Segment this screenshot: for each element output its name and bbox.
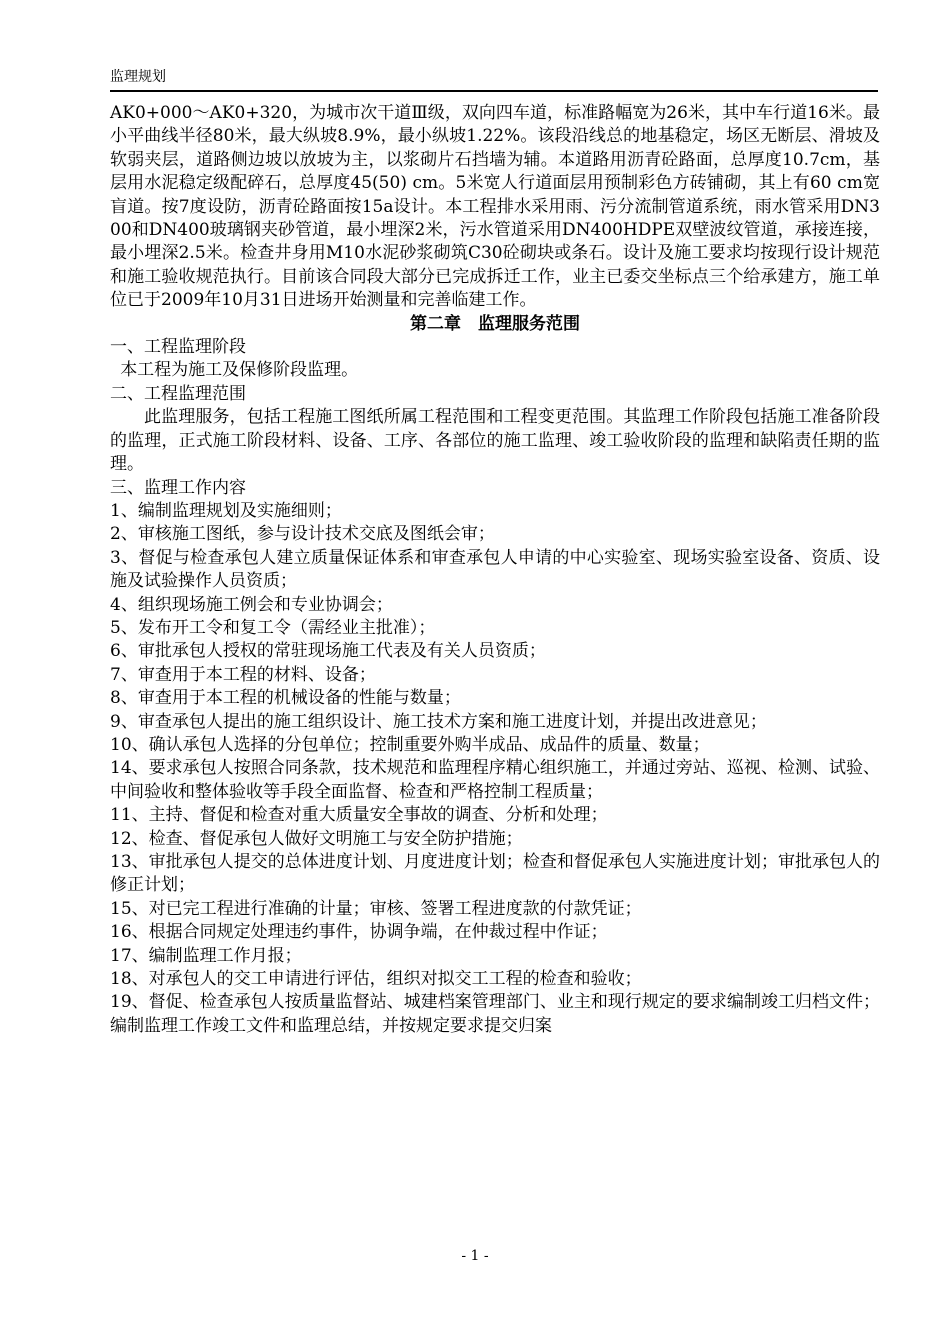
section-text-supervision-scope: 此监理服务，包括工程施工图纸所属工程范围和工程变更范围。其监理工作阶段包括施工准备阶段的监理，正式施工阶段材料、设备、工序、各部位的施工监理、竣工验收阶段的监理和缺陷责任期的监理。 — [110, 407, 880, 475]
list-item: 9、审查承包人提出的施工组织设计、施工技术方案和施工进度计划，并提出改进意见； — [110, 711, 767, 732]
page-number: - 1 - — [461, 1248, 489, 1264]
list-item: 4、组织现场施工例会和专业协调会； — [110, 594, 393, 615]
list-item: 14、要求承包人按照合同条款，技术规范和监理程序精心组织施工，并通过旁站、巡视、检测、试验、中间验收和整体验收等手段全面监督、检查和严格控制工程质量； — [110, 758, 880, 802]
list-item: 3、督促与检查承包人建立质量保证体系和审查承包人申请的中心实验室、现场实验室设备、资质、设施及试验操作人员资质； — [110, 547, 880, 592]
section-heading-supervision-stage: 一、工程监理阶段 — [110, 337, 246, 358]
list-item: 16、根据合同规定处理违约事件，协调争端，在仲裁过程中作证； — [110, 922, 608, 943]
list-item: 11、主持、督促和检查对重大质量安全事故的调查、分析和处理； — [110, 805, 608, 826]
section-text-supervision-stage: 本工程为施工及保修阶段监理。 — [120, 360, 359, 381]
document-body — [110, 102, 880, 1038]
list-item: 17、编制监理工作月报； — [110, 945, 302, 966]
list-item: 8、审查用于本工程的机械设备的性能与数量； — [110, 688, 461, 709]
page-header — [110, 66, 878, 92]
list-item: 1、编制监理规划及实施细则； — [110, 500, 342, 521]
project-overview-paragraph: AK0+000～AK0+320，为城市次干道Ⅲ级，双向四车道，标准路幅宽为26米，其中车行道16米。最小平曲线半径80米，最大纵坡8.9%，最小纵坡1.22%。该段沿线总的地基稳定，场区无断层、滑坡及软弱夹层，道路侧边坡以放坡为主，以浆砌片石挡墙为辅。本道路用沥青砼路面，总厚度10.7cm，基层用水泥稳定级配碎石，总厚度45(50) cm。5米宽人行道面层用预制彩色方砖铺砌，其上有60 cm宽盲道。按7度设防，沥青砼路面按15a设计。本工程排水采用雨、污分流制管道系统，雨水管采用DN300和DN400玻璃钢夹砂管道，最小埋深2米，污水管道采用DN400HDPE双壁波纹管道，承接连接，最小埋深2.5米。检查井身用M10水泥砂浆砌筑C30砼砌块或条石。设计及施工要求均按现行设计规范和施工验收规范执行。目前该合同段大部分已完成拆迁工作，业主已委交坐标点三个给承建方，施工单位已于2009年10月31日进场开始测量和完善临建工作。 — [110, 103, 880, 311]
section-heading-supervision-tasks: 三、监理工作内容 — [110, 477, 246, 498]
list-item: 6、审批承包人授权的常驻现场施工代表及有关人员资质； — [110, 641, 546, 662]
list-item: 7、审查用于本工程的材料、设备； — [110, 664, 376, 685]
list-item: 12、检查、督促承包人做好文明施工与安全防护措施； — [110, 828, 523, 849]
chapter-title: 第二章 监理服务范围 — [410, 313, 580, 334]
list-item: 5、发布开工令和复工令（需经业主批准）； — [110, 617, 436, 638]
list-item: 10、确认承包人选择的分包单位；控制重要外购半成品、成品件的质量、数量； — [110, 734, 710, 755]
list-item: 18、对承包人的交工申请进行评估，组织对拟交工工程的检查和验收； — [110, 969, 642, 990]
list-item: 15、对已完工程进行准确的计量；审核、签署工程进度款的付款凭证； — [110, 898, 642, 919]
list-item: 19、督促、检查承包人按质量监督站、城建档案管理部门、业主和现行规定的要求编制竣工归档文件；编制监理工作竣工文件和监理总结，并按规定要求提交归案 — [110, 992, 880, 1036]
list-item: 2、审核施工图纸，参与设计技术交底及图纸会审； — [110, 524, 495, 545]
section-heading-supervision-scope: 二、工程监理范围 — [110, 383, 246, 404]
list-item: 13、审批承包人提交的总体进度计划、月度进度计划；检查和督促承包人实施进度计划；审批承包人的修正计划； — [110, 852, 880, 896]
header-title: 监理规划 — [110, 69, 166, 85]
